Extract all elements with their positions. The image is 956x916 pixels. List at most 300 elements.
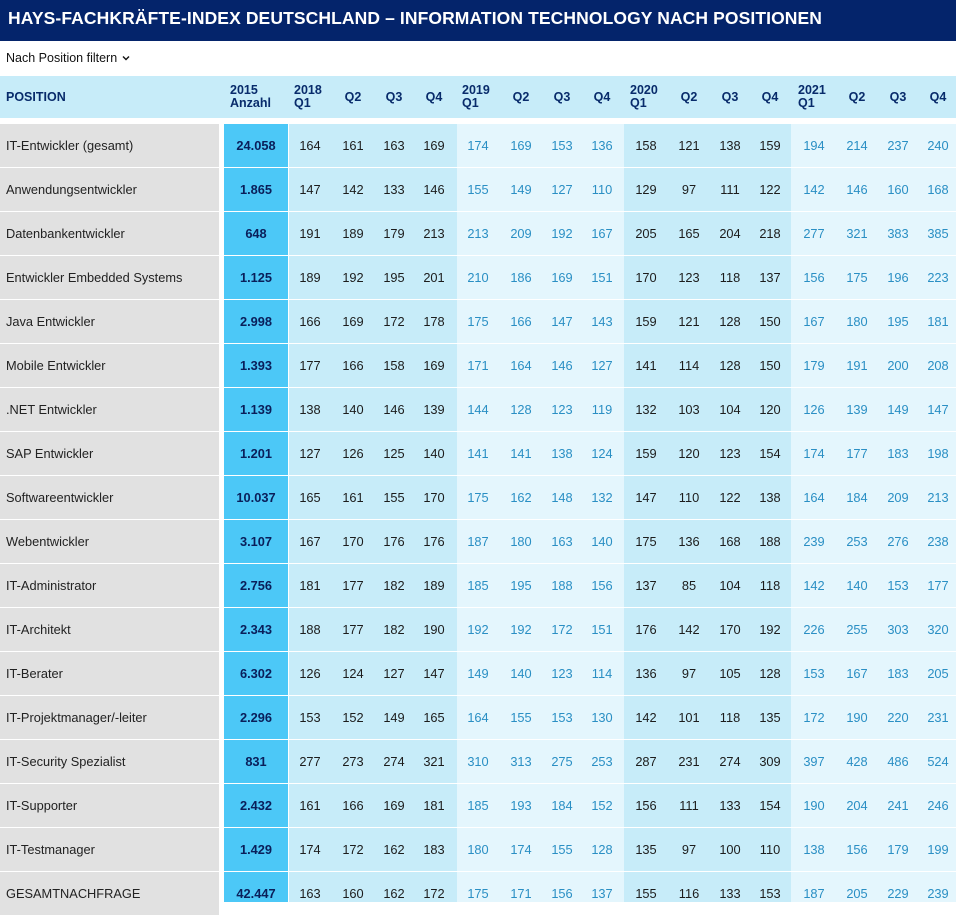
table-row (0, 168, 956, 212)
index-value-cell: 175 (635, 534, 657, 549)
index-value-cell: 172 (423, 886, 445, 901)
index-value-cell: 138 (803, 842, 825, 857)
table-row (0, 828, 956, 872)
index-value-cell: 168 (719, 534, 741, 549)
index-value-cell: 126 (342, 446, 364, 461)
index-value-cell: 192 (510, 622, 532, 637)
index-value-cell: 146 (383, 402, 405, 417)
index-value-cell: 129 (635, 182, 657, 197)
index-value-cell: 189 (342, 226, 364, 241)
index-value-cell: 320 (927, 622, 949, 637)
index-value-cell: 181 (423, 798, 445, 813)
index-value-cell: 303 (887, 622, 909, 637)
column-header-quarter-label: Q1 (630, 96, 647, 110)
index-value-cell: 172 (551, 622, 573, 637)
index-value-cell: 124 (591, 446, 613, 461)
table-row (0, 256, 956, 300)
index-value-cell: 111 (720, 182, 740, 197)
index-value-cell: 161 (299, 798, 321, 813)
column-header-year-0 (294, 76, 334, 118)
index-value-cell: 172 (342, 842, 364, 857)
index-value-cell: 195 (887, 314, 909, 329)
index-value-cell: 105 (719, 666, 741, 681)
index-value-cell: 110 (678, 490, 700, 505)
position-cell: IT-Architekt (0, 608, 219, 651)
position-cell: IT-Testmanager (0, 828, 219, 871)
index-value-cell: 124 (342, 666, 364, 681)
column-header-quarter: Q3 (553, 89, 571, 104)
table-row (0, 696, 956, 740)
index-value-cell: 193 (510, 798, 532, 813)
table-row (0, 784, 956, 828)
index-value-cell: 164 (803, 490, 825, 505)
index-value-cell: 146 (423, 182, 445, 197)
index-value-cell: 187 (803, 886, 825, 901)
index-value-cell: 309 (759, 754, 781, 769)
index-value-cell: 161 (342, 490, 364, 505)
index-value-cell: 142 (803, 182, 825, 197)
total-count-cell: 1.125 (239, 270, 273, 285)
index-value-cell: 170 (719, 622, 741, 637)
index-value-cell: 177 (342, 622, 364, 637)
index-value-cell: 128 (591, 842, 613, 857)
index-value-cell: 153 (759, 886, 781, 901)
total-count-cell: 1.429 (239, 842, 273, 857)
index-value-cell: 167 (299, 534, 321, 549)
table-header (0, 76, 956, 118)
index-value-cell: 118 (719, 710, 741, 725)
index-value-cell: 185 (467, 578, 489, 593)
index-value-cell: 210 (467, 270, 489, 285)
total-count-cell: 831 (245, 754, 267, 769)
index-value-cell: 118 (719, 270, 741, 285)
index-value-cell: 167 (591, 226, 613, 241)
table-row (0, 432, 956, 476)
index-value-cell: 122 (759, 182, 781, 197)
index-value-cell: 127 (551, 182, 573, 197)
index-value-cell: 185 (467, 798, 489, 813)
index-value-cell: 148 (551, 490, 573, 505)
index-value-cell: 133 (719, 886, 741, 901)
index-value-cell: 184 (551, 798, 573, 813)
index-value-cell: 397 (803, 754, 825, 769)
column-header-quarter: Q2 (848, 89, 866, 104)
index-value-cell: 137 (759, 270, 781, 285)
index-value-cell: 171 (467, 358, 489, 373)
index-value-cell: 240 (927, 138, 949, 153)
index-value-cell: 142 (635, 710, 657, 725)
index-value-cell: 139 (423, 402, 445, 417)
index-value-cell: 194 (803, 138, 825, 153)
index-value-cell: 127 (299, 446, 321, 461)
index-value-cell: 174 (299, 842, 321, 857)
index-value-cell: 223 (927, 270, 949, 285)
column-header-year-1 (462, 76, 502, 118)
table-row (0, 388, 956, 432)
index-value-cell: 133 (383, 182, 405, 197)
index-value-cell: 156 (803, 270, 825, 285)
index-value-cell: 153 (887, 578, 909, 593)
index-value-cell: 385 (927, 226, 949, 241)
index-value-cell: 209 (510, 226, 532, 241)
index-value-cell: 138 (299, 402, 321, 417)
index-value-cell: 122 (719, 490, 741, 505)
index-value-cell: 176 (423, 534, 445, 549)
index-value-cell: 190 (423, 622, 445, 637)
index-value-cell: 241 (887, 798, 909, 813)
index-value-cell: 147 (927, 402, 949, 417)
index-value-cell: 220 (887, 710, 909, 725)
index-value-cell: 169 (423, 358, 445, 373)
index-value-cell: 151 (591, 270, 613, 285)
index-value-cell: 192 (467, 622, 489, 637)
index-value-cell: 218 (759, 226, 781, 241)
index-value-cell: 97 (681, 182, 697, 197)
index-value-cell: 139 (846, 402, 868, 417)
index-value-cell: 201 (423, 270, 445, 285)
index-value-cell: 195 (383, 270, 405, 285)
table-row (0, 564, 956, 608)
index-value-cell: 141 (510, 446, 532, 461)
index-value-cell: 172 (383, 314, 405, 329)
index-value-cell: 191 (846, 358, 868, 373)
total-count-cell: 2.296 (239, 710, 273, 725)
index-value-cell: 161 (342, 138, 364, 153)
total-count-cell: 1.139 (239, 402, 273, 417)
column-header-total-year: 2015 (230, 83, 258, 97)
index-value-cell: 140 (342, 402, 364, 417)
index-value-cell: 155 (635, 886, 657, 901)
index-value-cell: 172 (803, 710, 825, 725)
index-value-cell: 165 (299, 490, 321, 505)
index-value-cell: 214 (846, 138, 868, 153)
index-value-cell: 101 (678, 710, 700, 725)
total-count-cell: 2.432 (239, 798, 273, 813)
index-value-cell: 277 (803, 226, 825, 241)
index-value-cell: 140 (510, 666, 532, 681)
index-value-cell: 189 (299, 270, 321, 285)
index-value-cell: 142 (803, 578, 825, 593)
index-value-cell: 170 (635, 270, 657, 285)
index-value-cell: 287 (635, 754, 657, 769)
index-value-cell: 147 (299, 182, 321, 197)
total-count-cell: 1.865 (239, 182, 273, 197)
index-value-cell: 152 (342, 710, 364, 725)
index-value-cell: 149 (467, 666, 489, 681)
index-value-cell: 169 (423, 138, 445, 153)
index-value-cell: 144 (467, 402, 489, 417)
index-value-cell: 179 (803, 358, 825, 373)
index-value-cell: 175 (846, 270, 868, 285)
index-value-cell: 313 (510, 754, 532, 769)
index-value-cell: 183 (887, 666, 909, 681)
position-cell: Mobile Entwickler (0, 344, 219, 387)
index-value-cell: 159 (635, 314, 657, 329)
index-value-cell: 156 (635, 798, 657, 813)
index-value-cell: 174 (803, 446, 825, 461)
total-count-cell: 2.756 (239, 578, 273, 593)
total-count-cell: 3.107 (239, 534, 273, 549)
index-value-cell: 167 (846, 666, 868, 681)
index-value-cell: 192 (551, 226, 573, 241)
position-cell: .NET Entwickler (0, 388, 219, 431)
table-row (0, 124, 956, 168)
column-header-year-label: 2018 (294, 83, 322, 97)
index-value-cell: 181 (299, 578, 321, 593)
index-value-cell: 128 (510, 402, 532, 417)
position-cell: Java Entwickler (0, 300, 219, 343)
column-header-quarter: Q2 (680, 89, 698, 104)
index-value-cell: 137 (591, 886, 613, 901)
index-value-cell: 155 (467, 182, 489, 197)
index-value-cell: 110 (591, 182, 613, 197)
index-value-cell: 116 (678, 886, 700, 901)
index-value-cell: 141 (467, 446, 489, 461)
index-value-cell: 152 (591, 798, 613, 813)
index-value-cell: 169 (383, 798, 405, 813)
index-value-cell: 164 (467, 710, 489, 725)
index-value-cell: 142 (342, 182, 364, 197)
table-row (0, 300, 956, 344)
total-count-cell: 2.343 (239, 622, 273, 637)
position-cell: IT-Projektmanager/-leiter (0, 696, 219, 739)
index-value-cell: 174 (467, 138, 489, 153)
index-value-cell: 151 (591, 622, 613, 637)
index-value-cell: 166 (299, 314, 321, 329)
table-row (0, 212, 956, 256)
index-value-cell: 187 (467, 534, 489, 549)
index-value-cell: 127 (591, 358, 613, 373)
index-value-cell: 123 (678, 270, 700, 285)
index-value-cell: 238 (927, 534, 949, 549)
index-value-cell: 162 (383, 842, 405, 857)
index-value-cell: 274 (719, 754, 741, 769)
index-value-cell: 163 (299, 886, 321, 901)
index-value-cell: 104 (719, 402, 741, 417)
index-value-cell: 133 (719, 798, 741, 813)
index-value-cell: 175 (467, 490, 489, 505)
index-value-cell: 158 (383, 358, 405, 373)
index-value-cell: 130 (591, 710, 613, 725)
index-value-cell: 321 (423, 754, 445, 769)
position-cell: IT-Administrator (0, 564, 219, 607)
index-value-cell: 123 (551, 666, 573, 681)
index-value-cell: 162 (383, 886, 405, 901)
index-value-cell: 159 (759, 138, 781, 153)
index-value-cell: 156 (551, 886, 573, 901)
index-value-cell: 190 (803, 798, 825, 813)
index-value-cell: 110 (759, 842, 781, 857)
index-value-cell: 179 (383, 226, 405, 241)
index-value-cell: 205 (846, 886, 868, 901)
index-value-cell: 153 (299, 710, 321, 725)
index-value-cell: 146 (846, 182, 868, 197)
index-value-cell: 147 (551, 314, 573, 329)
total-count-cell: 2.998 (239, 314, 273, 329)
index-value-cell: 97 (681, 842, 697, 857)
column-header-quarter: Q4 (761, 89, 779, 104)
index-value-cell: 114 (678, 358, 700, 373)
index-value-cell: 132 (591, 490, 613, 505)
index-value-cell: 128 (719, 314, 741, 329)
index-value-cell: 150 (759, 358, 781, 373)
index-value-cell: 136 (635, 666, 657, 681)
index-value-cell: 188 (299, 622, 321, 637)
index-value-cell: 176 (635, 622, 657, 637)
column-header-quarter: Q4 (929, 89, 947, 104)
position-cell: SAP Entwickler (0, 432, 219, 475)
index-value-cell: 163 (383, 138, 405, 153)
index-value-cell: 188 (759, 534, 781, 549)
index-value-cell: 128 (719, 358, 741, 373)
index-value-cell: 524 (927, 754, 949, 769)
index-value-cell: 189 (423, 578, 445, 593)
index-value-cell: 138 (719, 138, 741, 153)
index-value-cell: 141 (635, 358, 657, 373)
index-value-cell: 171 (510, 886, 532, 901)
index-value-cell: 175 (467, 886, 489, 901)
index-value-cell: 213 (467, 226, 489, 241)
column-header-quarter: Q4 (425, 89, 443, 104)
total-count-cell: 1.393 (239, 358, 273, 373)
column-header-quarter: Q3 (721, 89, 739, 104)
index-value-cell: 273 (342, 754, 364, 769)
column-header-year-3 (798, 76, 838, 118)
filter-bar (0, 41, 956, 76)
index-value-cell: 179 (887, 842, 909, 857)
index-value-cell: 149 (510, 182, 532, 197)
index-value-cell: 178 (423, 314, 445, 329)
index-value-cell: 181 (927, 314, 949, 329)
index-value-cell: 155 (551, 842, 573, 857)
chevron-down-icon (121, 53, 131, 63)
total-count-cell: 648 (245, 226, 267, 241)
index-value-cell: 246 (927, 798, 949, 813)
index-value-cell: 169 (510, 138, 532, 153)
index-value-cell: 164 (510, 358, 532, 373)
index-value-cell: 154 (759, 446, 781, 461)
index-value-cell: 155 (510, 710, 532, 725)
index-value-cell: 121 (678, 138, 700, 153)
index-value-cell: 205 (927, 666, 949, 681)
index-value-cell: 132 (635, 402, 657, 417)
index-value-cell: 153 (551, 138, 573, 153)
index-value-cell: 147 (423, 666, 445, 681)
column-header-quarter: Q2 (344, 89, 362, 104)
index-value-cell: 255 (846, 622, 868, 637)
index-value-cell: 136 (591, 138, 613, 153)
index-value-cell: 310 (467, 754, 489, 769)
column-header-quarter-label: Q1 (798, 96, 815, 110)
index-value-cell: 85 (681, 578, 697, 593)
index-value-cell: 168 (927, 182, 949, 197)
index-value-cell: 253 (591, 754, 613, 769)
index-value-cell: 156 (591, 578, 613, 593)
index-value-cell: 160 (342, 886, 364, 901)
index-value-cell: 166 (342, 358, 364, 373)
index-value-cell: 182 (383, 622, 405, 637)
index-value-cell: 253 (846, 534, 868, 549)
index-value-cell: 196 (887, 270, 909, 285)
column-header-year-label: 2020 (630, 83, 658, 97)
column-header-year-label: 2019 (462, 83, 490, 97)
index-value-cell: 126 (803, 402, 825, 417)
index-value-cell: 186 (510, 270, 532, 285)
index-value-cell: 275 (551, 754, 573, 769)
index-value-cell: 274 (383, 754, 405, 769)
index-value-cell: 155 (383, 490, 405, 505)
table-row (0, 652, 956, 696)
index-value-cell: 150 (759, 314, 781, 329)
position-cell: Anwendungsentwickler (0, 168, 219, 211)
index-value-cell: 177 (846, 446, 868, 461)
index-value-cell: 277 (299, 754, 321, 769)
total-count-cell: 6.302 (239, 666, 273, 681)
index-value-cell: 135 (635, 842, 657, 857)
index-value-cell: 176 (383, 534, 405, 549)
index-value-cell: 169 (551, 270, 573, 285)
index-value-cell: 177 (299, 358, 321, 373)
filter-label: Nach Position filtern (6, 51, 118, 65)
index-value-cell: 123 (719, 446, 741, 461)
index-value-cell: 180 (467, 842, 489, 857)
index-value-cell: 154 (759, 798, 781, 813)
index-value-cell: 114 (591, 666, 613, 681)
index-value-cell: 208 (927, 358, 949, 373)
index-value-cell: 100 (719, 842, 741, 857)
position-filter-dropdown[interactable] (6, 51, 131, 65)
index-value-cell: 121 (678, 314, 700, 329)
index-value-cell: 182 (383, 578, 405, 593)
index-value-cell: 165 (678, 226, 700, 241)
index-value-cell: 229 (887, 886, 909, 901)
index-value-cell: 199 (927, 842, 949, 857)
position-cell: IT-Supporter (0, 784, 219, 827)
column-header-year-label: 2021 (798, 83, 826, 97)
index-value-cell: 177 (342, 578, 364, 593)
position-cell: GESAMTNACHFRAGE (0, 872, 219, 915)
index-value-cell: 209 (887, 490, 909, 505)
index-value-cell: 239 (803, 534, 825, 549)
index-value-cell: 125 (383, 446, 405, 461)
index-value-cell: 213 (927, 490, 949, 505)
index-value-cell: 147 (635, 490, 657, 505)
index-value-cell: 118 (759, 578, 781, 593)
index-value-cell: 120 (678, 446, 700, 461)
index-value-cell: 237 (887, 138, 909, 153)
index-value-cell: 213 (423, 226, 445, 241)
index-table (0, 118, 956, 902)
index-value-cell: 166 (510, 314, 532, 329)
column-header-quarter-label: Q1 (462, 96, 479, 110)
index-value-cell: 135 (759, 710, 781, 725)
index-value-cell: 231 (927, 710, 949, 725)
index-value-cell: 143 (591, 314, 613, 329)
index-value-cell: 177 (927, 578, 949, 593)
column-header-total-label: Anzahl (230, 96, 271, 110)
index-value-cell: 126 (299, 666, 321, 681)
index-value-cell: 170 (423, 490, 445, 505)
index-value-cell: 204 (719, 226, 741, 241)
table-row (0, 608, 956, 652)
index-value-cell: 111 (679, 798, 699, 813)
index-value-cell: 170 (342, 534, 364, 549)
index-value-cell: 204 (846, 798, 868, 813)
index-value-cell: 119 (591, 402, 613, 417)
table-row (0, 740, 956, 784)
table-row (0, 520, 956, 564)
index-value-cell: 138 (551, 446, 573, 461)
